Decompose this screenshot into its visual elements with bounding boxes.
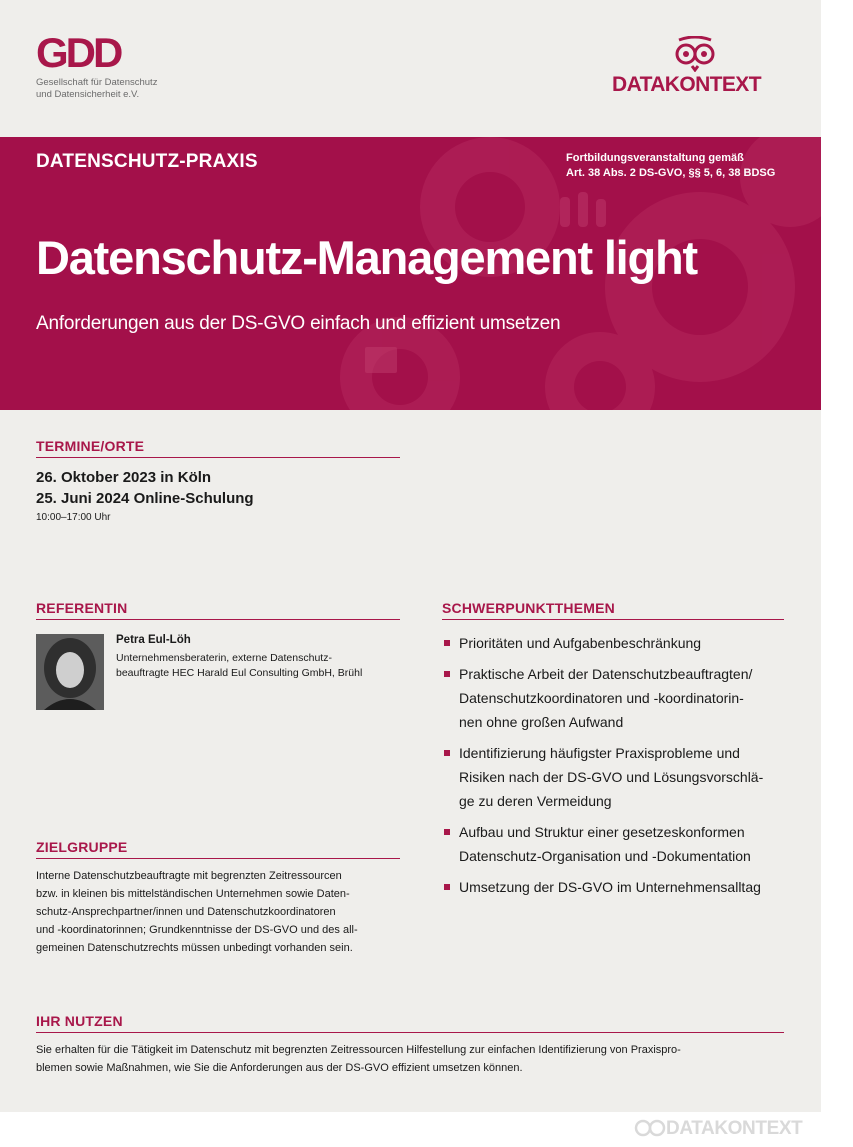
topic-line: Praktische Arbeit der Datenschutzbeauftragten/ <box>459 666 753 682</box>
page-subtitle: Anforderungen aus der DS-GVO einfach und effizient umsetzen <box>36 313 561 334</box>
owl-icon <box>669 36 721 72</box>
topic-line: nen ohne großen Aufwand <box>459 714 624 730</box>
gdd-logo <box>36 34 131 70</box>
topic-line: ge zu deren Vermeidung <box>459 793 612 809</box>
schwerpunkte-heading: SCHWERPUNKTTHEMEN <box>442 600 784 620</box>
square-bullet-icon <box>444 750 450 756</box>
topic-item <box>442 741 787 813</box>
zielgruppe-heading: ZIELGRUPPE <box>36 839 400 859</box>
date-line-1: 26. Oktober 2023 in Köln <box>36 469 212 486</box>
topic-line: Identifizierung häufigster Praxisprobleme und <box>459 745 740 761</box>
page-title: Datenschutz-Management light <box>36 231 698 284</box>
series-label: DATENSCHUTZ-PRAXIS <box>36 151 258 172</box>
topic-item <box>442 820 787 868</box>
date-line-2 <box>36 488 416 509</box>
topic-line: Aufbau und Struktur einer gesetzeskonformen <box>459 824 745 840</box>
square-bullet-icon <box>444 884 450 890</box>
nutzen-line: Sie erhalten für die Tätigkeit im Datenschutz mit begrenzten Zeitressourcen Hilfestellung zur einfachen Identifizierung von Praxispro- <box>36 1044 681 1056</box>
topic-line: Datenschutz-Organisation und -Dokumentation <box>459 848 751 864</box>
time-range: 10:00–17:00 Uhr <box>36 512 111 523</box>
square-bullet-icon <box>444 671 450 677</box>
topic-line: Prioritäten und Aufgabenbeschränkung <box>459 635 702 651</box>
speaker-desc-line1: Unternehmensberaterin, externe Datenschutz- <box>116 652 332 664</box>
zielgruppe-line: bzw. in kleinen bis mittelständischen Unternehmen sowie Daten- <box>36 888 350 900</box>
datakontext-wordmark: DATAKONTEXT <box>612 73 761 96</box>
zielgruppe-line: schutz-Ansprechpartner/innen und Datenschutzkoordinatoren <box>36 906 336 918</box>
square-bullet-icon <box>444 640 450 646</box>
footer-wordmark: DATAKONTEXT <box>666 1118 803 1139</box>
square-bullet-icon <box>444 829 450 835</box>
zielgruppe-text <box>36 867 416 957</box>
zielgruppe-line: und -koordinatorinnen; Grundkenntnisse der DS-GVO und des all- <box>36 924 358 936</box>
topic-line: Umsetzung der DS-GVO im Unternehmensalltag <box>459 879 761 895</box>
gdd-subtitle-line2: und Datensicherheit e.V. <box>36 89 140 100</box>
date-2-date: 25. Juni 2024 <box>36 490 134 507</box>
gdd-logo-text: GDD <box>36 34 121 70</box>
topic-item <box>442 875 787 899</box>
speaker-desc-line2: beauftragte HEC Harald Eul Consulting GmbH, Brühl <box>116 667 363 679</box>
speaker-description <box>116 651 376 681</box>
speaker-photo <box>36 634 104 710</box>
training-note-line1: Fortbildungsveranstaltung gemäß <box>566 152 744 164</box>
nutzen-line: blemen sowie Maßnahmen, wie Sie die Anforderungen aus der DS-GVO effizient umsetzen können. <box>36 1062 523 1074</box>
gdd-subtitle-line1: Gesellschaft für Datenschutz <box>36 77 158 88</box>
referentin-heading: REFERENTIN <box>36 600 400 620</box>
zielgruppe-line: Interne Datenschutzbeauftragte mit begrenzten Zeitressourcen <box>36 870 342 882</box>
topic-line: Datenschutzkoordinatoren und -koordinatorin- <box>459 690 744 706</box>
topics-list <box>442 631 787 906</box>
termine-heading: TERMINE/ORTE <box>36 438 400 458</box>
zielgruppe-line: gemeinen Datenschutzrechts müssen unbedingt vorhanden sein. <box>36 942 353 954</box>
topic-line: Risiken nach der DS-GVO und Lösungsvorschlä- <box>459 769 764 785</box>
gdd-subtitle <box>36 77 236 101</box>
hero-banner <box>0 137 821 410</box>
topic-item <box>442 662 787 734</box>
training-note <box>566 151 806 181</box>
dates-block <box>36 467 416 523</box>
nutzen-text <box>36 1041 796 1077</box>
speaker-name: Petra Eul-Löh <box>116 634 191 646</box>
training-note-line2: Art. 38 Abs. 2 DS-GVO, §§ 5, 6, 38 BDSG <box>566 167 776 179</box>
nutzen-heading: IHR NUTZEN <box>36 1013 784 1033</box>
topic-item <box>442 631 787 655</box>
date-2-place: Online-Schulung <box>133 490 254 507</box>
